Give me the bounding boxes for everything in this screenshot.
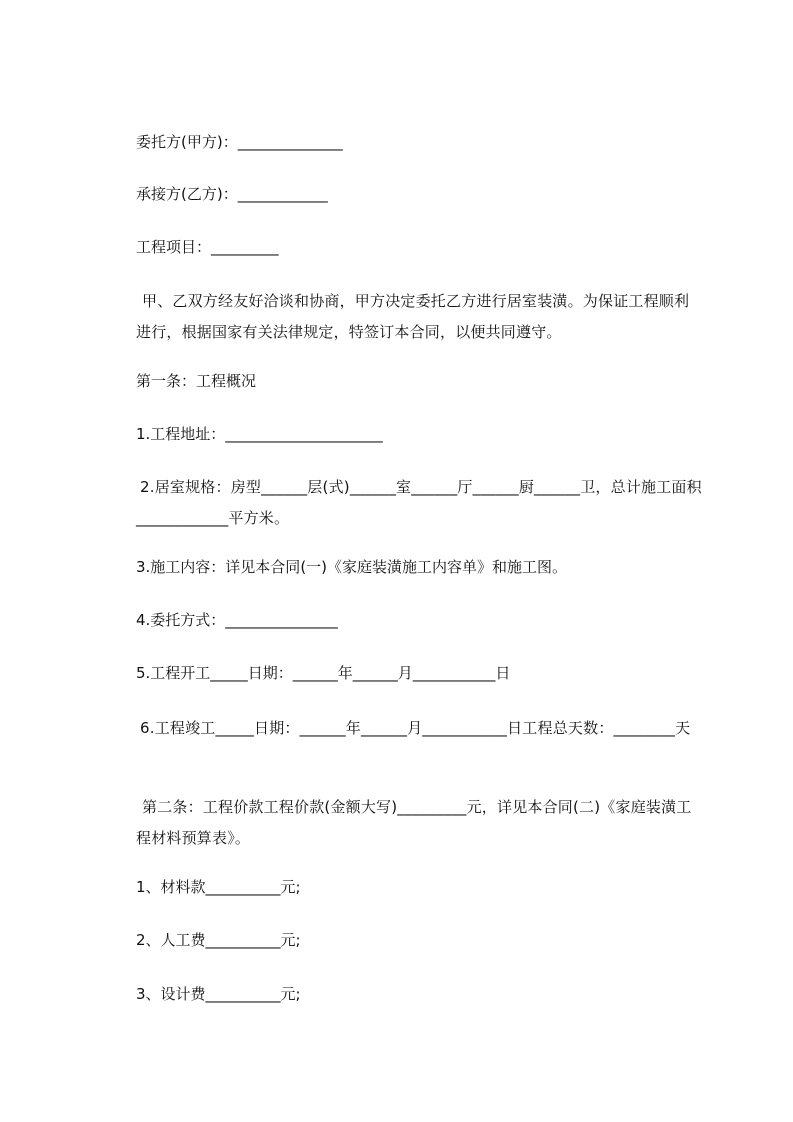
client-party-line: 委托方(甲方)：______________ [136, 133, 343, 151]
commission-method-line: 4.委托方式：_______________ [136, 611, 338, 629]
article-1-title: 第一条：工程概况 [136, 372, 257, 390]
article-2-paragraph: 第二条：工程价款工程价款(金额大写)_________元，详见本合同(二)《家庭装潢工程材料预算表》。 [136, 798, 692, 847]
completion-date-paragraph: 6.工程竣工_____日期：______年______月___________日工程总天数：________天 [140, 719, 691, 737]
contractor-party-line: 承接方(乙方)：____________ [136, 185, 328, 203]
project-name-line: 工程项目：_________ [136, 238, 279, 256]
start-date-line: 5.工程开工_____日期：______年______月___________日 [136, 664, 511, 682]
material-fee-line: 1、材料款__________元; [136, 878, 301, 896]
project-address-line: 1.工程地址：_____________________ [136, 425, 383, 443]
construction-content-line: 3.施工内容：详见本合同(一)《家庭装潢施工内容单》和施工图。 [136, 558, 568, 576]
labor-fee-line: 2、人工费__________元; [136, 931, 301, 949]
design-fee-line: 3、设计费__________元; [136, 985, 301, 1003]
room-spec-paragraph: 2.居室规格：房型______层(式)______室______厅______厨______卫，总计施工面积____________平方米。 [136, 478, 702, 527]
intro-paragraph: 甲、乙双方经友好洽谈和协商，甲方决定委托乙方进行居室装潢。为保证工程顺利进行，根据国家有关法律规定，特签订本合同，以便共同遵守。 [136, 292, 690, 341]
